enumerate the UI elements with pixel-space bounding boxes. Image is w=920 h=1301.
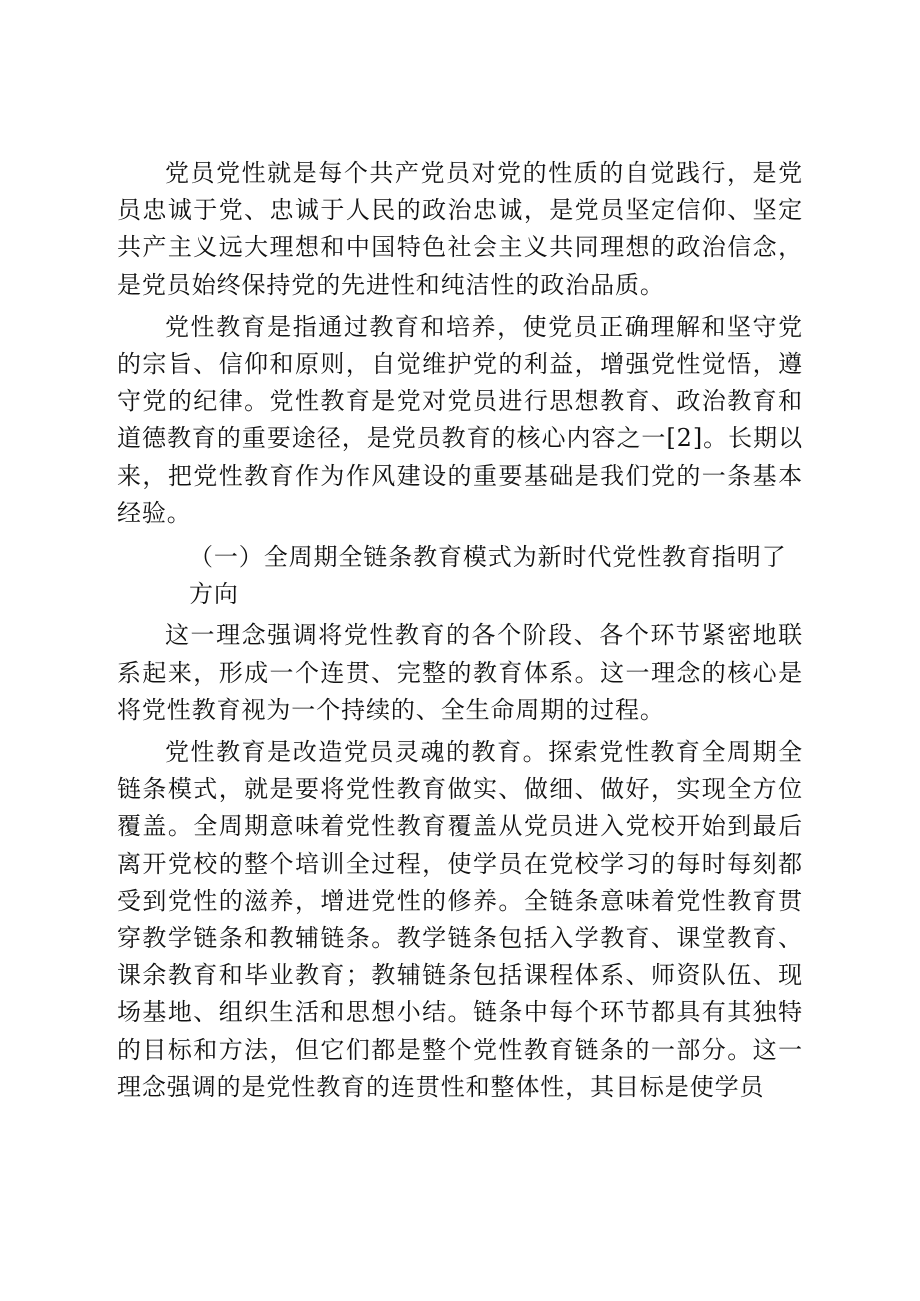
document-body [117, 155, 803, 1106]
paragraph-concept: 这一理念强调将党性教育的各个阶段、各个环节紧密地联系起来，形成一个连贯、完整的教育体系。这一理念的核心是将党性教育视为一个持续的、全生命周期的过程。 [117, 621, 803, 724]
paragraph-party-spirit-education: 党性教育是指通过教育和培养，使党员正确理解和坚守党的宗旨、信仰和原则，自觉维护党的利益，增强党性觉悟，遵守党的纪律。党性教育是党对党员进行思想教育、政治教育和道德教育的重要途径，是党员教育的核心内容之一[2]。长期以来，把党性教育作为作风建设的重要基础是我们党的一条基本经验。 [117, 312, 803, 527]
section-heading: （一）全周期全链条教育模式为新时代党性教育指明了方向 [189, 543, 787, 609]
paragraph-full-cycle-model: 党性教育是改造党员灵魂的教育。探索党性教育全周期全链条模式，就是要将党性教育做实、做细、做好，实现全方位覆盖。全周期意味着党性教育覆盖从党员进入党校开始到最后离开党校的整个培训全过程，使学员在党校学习的每时每刻都受到党性的滋养，增进党性的修养。全链条意味着党性教育贯穿教学链条和教辅链条。教学链条包括入学教育、课堂教育、课余教育和毕业教育；教辅链条包括课程体系、师资队伍、现场基地、组织生活和思想小结。链条中每个环节都具有其独特的目标和方法，但它们都是整个党性教育链条的一部分。这一理念强调的是党性教育的连贯性和整体性，其目标是使学员 [117, 738, 803, 1101]
paragraph-party-spirit-definition: 党员党性就是每个共产党员对党的性质的自觉践行，是党员忠诚于党、忠诚于人民的政治忠诚，是党员坚定信仰、坚定共产主义远大理想和中国特色社会主义共同理想的政治信念，是党员始终保持党的先进性和纯洁性的政治品质。 [117, 159, 803, 299]
